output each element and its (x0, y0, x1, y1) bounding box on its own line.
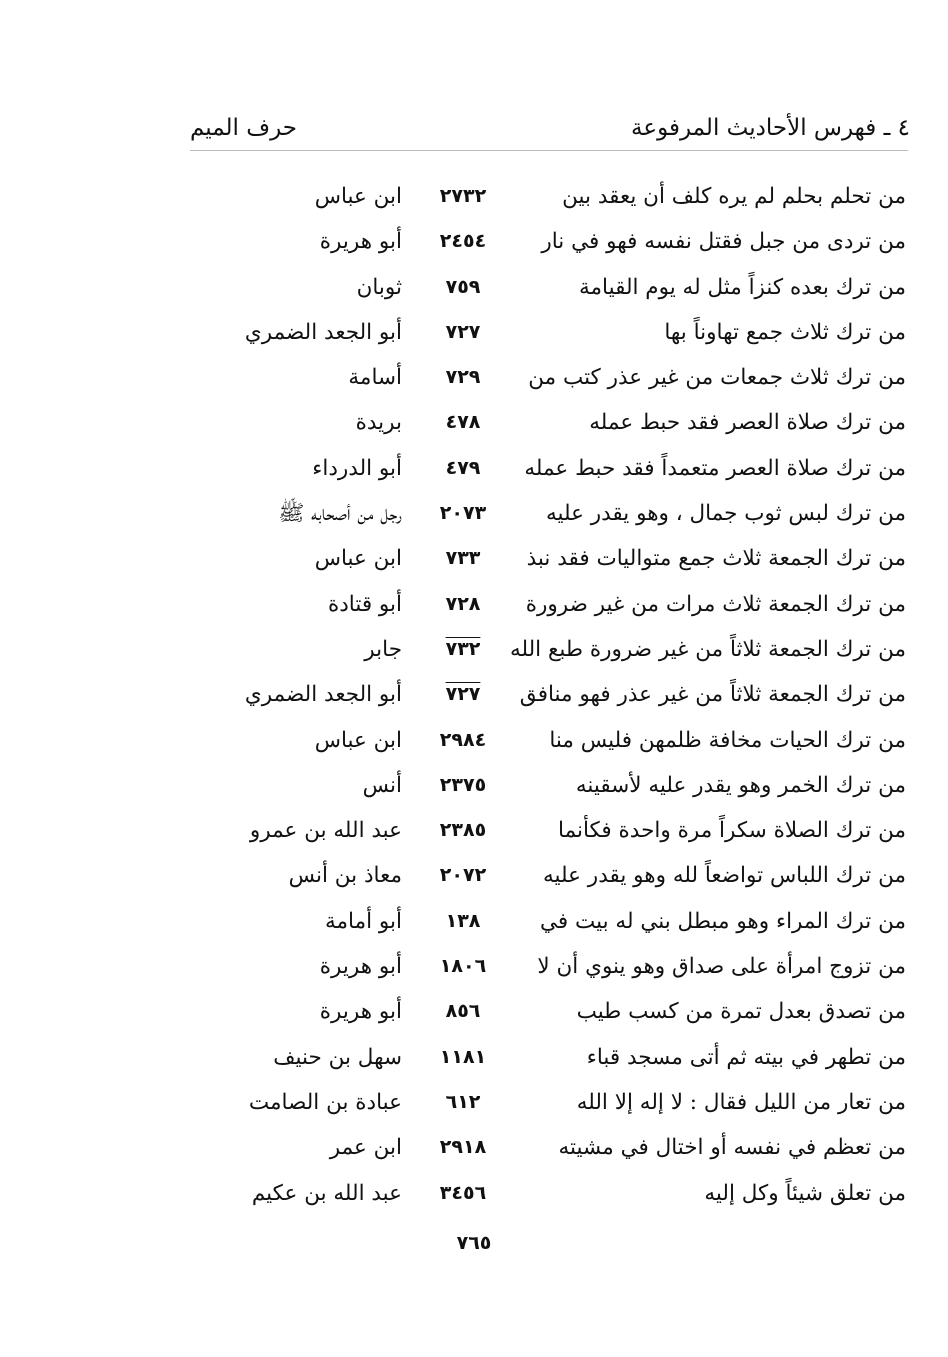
narrator-name: معاذ بن أنس (288, 863, 402, 889)
hadith-number: ٢٤٥٤ (439, 230, 487, 253)
table-row (190, 446, 910, 491)
table-row (190, 989, 910, 1034)
hadith-number: ١٨٠٦ (439, 955, 487, 978)
table-row (190, 672, 910, 717)
hadith-text: من ترك الجمعة ثلاث مرات من غير ضرورة (525, 591, 906, 617)
table-row (190, 1080, 910, 1125)
narrator-name: ثوبان (356, 274, 402, 300)
hadith-number: ٢٧٣٢ (439, 185, 487, 207)
hadith-number: ٤٧٨ (445, 411, 481, 434)
table-row (190, 808, 910, 853)
table-row (190, 763, 910, 808)
table-row (190, 536, 910, 581)
hadith-text: من ترك صلاة العصر متعمداً فقد حبط عمله (524, 455, 906, 481)
narrator-name: أبو هريرة (319, 954, 402, 980)
hadith-text: من تصدق بعدل تمرة من كسب طيب (576, 999, 906, 1025)
narrator-name: عبد الله بن عمرو (249, 818, 402, 844)
hadith-text: من تعظم في نفسه أو اختال في مشيته (558, 1135, 906, 1161)
hadith-text: من تردى من جبل فقتل نفسه فهو في نار (541, 229, 906, 255)
hadith-text: من ترك لبس ثوب جمال ، وهو يقدر عليه (545, 501, 906, 527)
hadith-text: من ترك اللباس تواضعاً لله وهو يقدر عليه (543, 863, 906, 889)
table-row (190, 265, 910, 310)
table-row (190, 944, 910, 989)
hadith-text: من تطهر في بيته ثم أتى مسجد قباء (586, 1044, 906, 1070)
section-title: ٤ ـ فهرس الأحاديث المرفوعة (631, 115, 910, 141)
hadith-number: ٧٥٩ (445, 275, 481, 298)
table-row (190, 1171, 910, 1216)
table-row (190, 1035, 910, 1080)
narrator-name: أسامة (348, 365, 402, 391)
hadith-number: ٤٧٩ (445, 456, 481, 479)
hadith-number: ٧٣٢ (445, 637, 481, 660)
hadith-text: من ترك الحيات مخافة ظلمهن فليس منا (549, 727, 906, 753)
table-row (190, 1125, 910, 1170)
narrator-name: أبو الجعد الضمري (244, 682, 402, 708)
table-row (190, 627, 910, 672)
narrator-name: أبو هريرة (319, 999, 402, 1025)
hadith-text: من تحلم بحلم لم يره كلف أن يعقد بين (562, 184, 906, 209)
table-row (190, 718, 910, 763)
narrator-name: ابن عباس (314, 727, 402, 753)
hadith-number: ٦١٢ (445, 1090, 481, 1113)
page-number: ٧٦٥ (456, 1232, 492, 1254)
hadith-text: من ترك الجمعة ثلاثاً من غير ضرورة طبع الله (509, 636, 906, 662)
narrator-name: ابن عباس (314, 546, 402, 572)
narrator-name: عبادة بن الصامت (248, 1089, 402, 1115)
hadith-number: ١٣٨ (445, 909, 481, 932)
hadith-number: ٣٤٥٦ (439, 1181, 487, 1204)
hadith-text: من ترك الجمعة ثلاثاً من غير عذر فهو منافق (519, 682, 906, 708)
narrator-name: أبو الجعد الضمري (244, 319, 402, 345)
narrator-name: أبو أمامة (325, 908, 402, 934)
hadith-number: ٢٣٧٥ (439, 773, 487, 796)
hadith-number: ٧٢٧ (445, 320, 481, 343)
hadith-number: ٢٣٨٥ (439, 819, 487, 842)
hadith-number: ٧٢٨ (445, 592, 481, 615)
narrator-name: عبد الله بن عكيم (251, 1180, 402, 1206)
table-row (190, 582, 910, 627)
narrator-name: أنس (362, 772, 402, 798)
hadith-text: من تعار من الليل فقال : لا إله إلا الله (576, 1089, 906, 1115)
running-header (190, 108, 910, 148)
table-row (190, 853, 910, 898)
hadith-text: من ترك ثلاث جمعات من غير عذر كتب من (528, 365, 906, 391)
hadith-text: من تزوج امرأة على صداق وهو ينوي أن لا (537, 954, 906, 980)
hadith-text: من ترك بعده كنزاً مثل له يوم القيامة (578, 274, 906, 300)
narrator-name: أبو قتادة (327, 591, 402, 617)
narrator-name: ابن عباس (314, 184, 402, 209)
header-divider (190, 150, 908, 151)
hadith-text: من ترك الجمعة ثلاث جمع متواليات فقد نبذ (526, 546, 906, 572)
hadith-text: من ترك المراء وهو مبطل بني له بيت في (539, 908, 906, 934)
table-row (190, 491, 910, 536)
hadith-number: ٢٩٨٤ (439, 728, 487, 751)
narrator-name: بريدة (355, 410, 402, 436)
narrator-name: ابن عمر (329, 1135, 402, 1161)
narrator-name: رجل من أصحابه ﷺ (278, 501, 402, 527)
narrator-name: أبو الدرداء (312, 455, 402, 481)
hadith-number: ٢٠٧٣ (439, 502, 487, 525)
hadith-text: من ترك الخمر وهو يقدر عليه لأسقينه (575, 772, 906, 798)
hadith-number: ٧٢٧ (445, 683, 481, 706)
hadith-number: ٢٠٧٢ (439, 864, 487, 887)
hadith-text: من ترك الصلاة سكراً مرة واحدة فكأنما (558, 818, 906, 844)
narrator-name: أبو هريرة (319, 229, 402, 255)
table-row (190, 899, 910, 944)
hadith-number: ٧٣٣ (445, 547, 481, 570)
chapter-title: حرف الميم (190, 115, 298, 141)
hadith-text: من ترك ثلاث جمع تهاوناً بها (664, 319, 906, 345)
table-row (190, 174, 910, 219)
hadith-text: من ترك صلاة العصر فقد حبط عمله (589, 410, 906, 436)
table-row (190, 310, 910, 355)
table-row (190, 355, 910, 400)
hadith-number: ٧٢٩ (445, 366, 481, 389)
hadith-number: ٢٩١٨ (439, 1136, 487, 1159)
hadith-text: من تعلق شيئاً وكل إليه (704, 1180, 906, 1206)
narrator-name: سهل بن حنيف (273, 1044, 402, 1070)
hadith-number: ٨٥٦ (445, 1000, 481, 1023)
table-row (190, 219, 910, 264)
table-row (190, 400, 910, 445)
narrator-name: جابر (364, 636, 402, 662)
hadith-number: ١١٨١ (439, 1045, 487, 1068)
hadith-index-table (190, 174, 910, 1216)
